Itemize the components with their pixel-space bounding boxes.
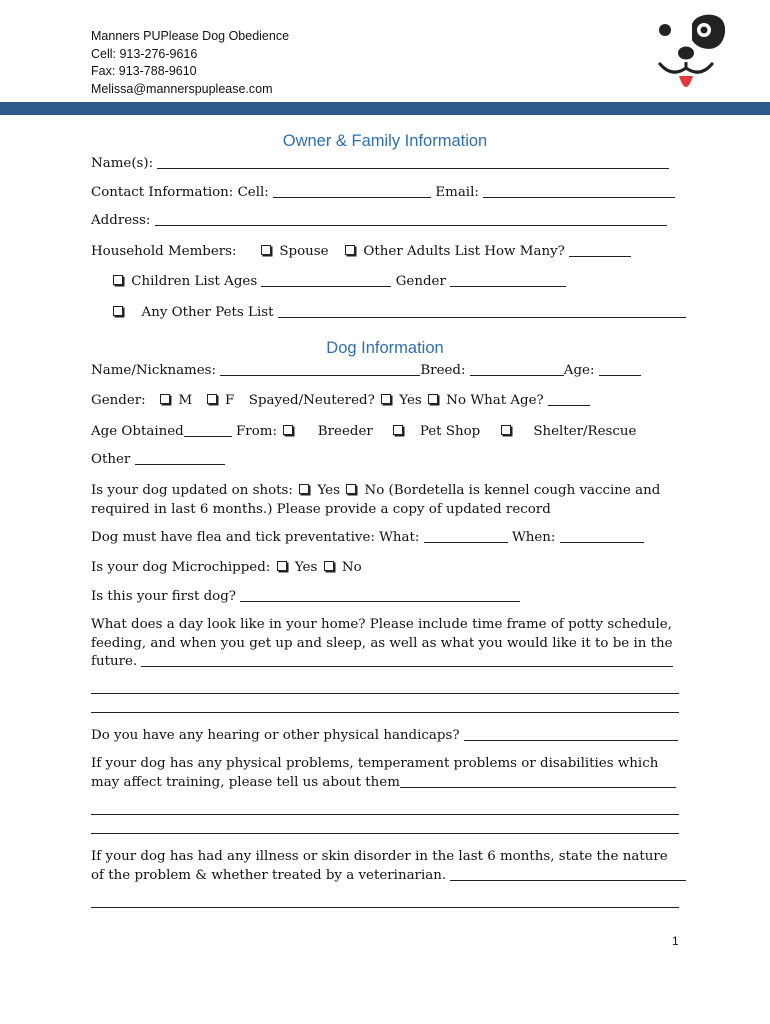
dog-name-row [91, 361, 641, 380]
illness-label: of the problem & whether treated by a veterinarian. [91, 868, 447, 883]
microchip-row [91, 558, 362, 577]
pet-shop-label: Pet Shop [419, 424, 481, 439]
problems-field-1[interactable] [400, 775, 676, 788]
shots-yes-label: Yes [317, 483, 340, 498]
address-label: Address: [91, 213, 151, 228]
other-adults-field[interactable] [569, 244, 631, 257]
shelter-label: Shelter/Rescue [533, 424, 637, 439]
flea-when-field[interactable] [560, 530, 644, 543]
other-adults-checkbox[interactable] [345, 245, 355, 255]
shots-yes-checkbox[interactable] [299, 484, 309, 494]
day-question-3 [91, 652, 673, 671]
problems-field-2[interactable] [91, 814, 679, 815]
contact-row [91, 183, 675, 202]
problems-question-2 [91, 773, 676, 792]
spayed-age-field[interactable] [548, 393, 590, 406]
spayed-no-checkbox[interactable] [428, 394, 438, 404]
children-checkbox[interactable] [113, 275, 123, 285]
female-label: F [224, 393, 235, 408]
contact-cell-label: Contact Information: Cell: [91, 185, 269, 200]
day-answer-field-3[interactable] [91, 712, 679, 713]
children-gender-field[interactable] [450, 274, 566, 287]
dog-face-logo-icon [652, 10, 732, 96]
business-name: Manners PUPlease Dog Obedience [91, 29, 290, 43]
address-field[interactable] [155, 213, 667, 226]
other-adults-label: Other Adults List How Many? [363, 244, 565, 259]
cell-number: Cell: 913-276-9616 [91, 46, 198, 61]
children-label: Children List Ages [131, 274, 258, 289]
future-label: future. [91, 654, 138, 669]
fax-number: Fax: 913-788-9610 [91, 64, 197, 78]
other-pets-checkbox[interactable] [113, 306, 123, 316]
spouse-checkbox[interactable] [261, 245, 271, 255]
illness-field-1[interactable] [450, 868, 686, 881]
names-field[interactable] [157, 156, 669, 169]
age-label: Age: [563, 363, 595, 378]
day-question-2: feeding, and when you get up and sleep, as well as what you would like it to be in the [91, 636, 673, 651]
microchip-yes-label: Yes [294, 560, 318, 575]
breeder-checkbox[interactable] [283, 425, 293, 435]
names-row [91, 154, 669, 173]
shots-no-checkbox[interactable] [346, 484, 356, 494]
names-label: Name(s): [91, 156, 154, 171]
hearing-row [91, 726, 678, 745]
shelter-checkbox[interactable] [501, 425, 511, 435]
microchip-yes-checkbox[interactable] [277, 561, 287, 571]
shots-row-1 [91, 481, 660, 500]
children-row [111, 272, 566, 291]
other-source-row [91, 450, 225, 469]
male-label: M [178, 393, 193, 408]
first-dog-row [91, 587, 520, 606]
age-field[interactable] [599, 363, 641, 376]
other-pets-label: Any Other Pets List [141, 305, 274, 320]
age-obtained-label: Age Obtained [91, 424, 184, 439]
breeder-label: Breeder [317, 424, 373, 439]
from-label: From: [236, 424, 277, 439]
breed-label: Breed: [420, 363, 466, 378]
dog-section-title: Dog Information [326, 339, 444, 357]
other-pets-field[interactable] [278, 305, 686, 318]
header-divider-bar [0, 102, 770, 115]
cell-field[interactable] [273, 185, 431, 198]
owner-section-title: Owner & Family Information [282, 132, 488, 150]
household-row [91, 242, 631, 261]
illness-question-2 [91, 866, 686, 885]
other-source-field[interactable] [135, 452, 225, 465]
spayed-yes-label: Yes [399, 393, 422, 408]
microchip-label: Is your dog Microchipped: [91, 560, 271, 575]
gender-row [91, 391, 590, 410]
microchip-no-label: No [341, 560, 362, 575]
hearing-label: Do you have any hearing or other physical handicaps? [91, 728, 460, 743]
day-question-1: What does a day look like in your home? Please include time frame of potty schedule, [91, 617, 672, 632]
day-answer-field-2[interactable] [91, 693, 679, 694]
other-pets-row [111, 303, 686, 322]
children-ages-field[interactable] [261, 274, 391, 287]
shots-no-label: No (Bordetella is kennel cough vaccine and [364, 483, 661, 498]
first-dog-field[interactable] [240, 589, 520, 602]
problems-field-3[interactable] [91, 833, 679, 834]
flea-what-field[interactable] [424, 530, 508, 543]
flea-label: Dog must have flea and tick preventative: What: [91, 530, 420, 545]
other-source-label: Other [91, 452, 131, 467]
problems-question-1: If your dog has any physical problems, temperament problems or disabilities which [91, 756, 659, 771]
spayed-yes-checkbox[interactable] [381, 394, 391, 404]
age-obtained-field[interactable] [184, 424, 232, 437]
day-answer-field-1[interactable] [141, 654, 673, 667]
email-address: Melissa@mannerspuplease.com [91, 81, 273, 96]
contact-block [91, 28, 289, 98]
email-label: Email: [435, 185, 479, 200]
illness-field-2[interactable] [91, 907, 679, 908]
spouse-label: Spouse [279, 244, 329, 259]
male-checkbox[interactable] [160, 394, 170, 404]
page-number: 1 [672, 934, 679, 948]
dog-gender-label: Gender: [91, 393, 146, 408]
illness-question-1: If your dog has had any illness or skin disorder in the last 6 months, state the nature [91, 849, 668, 864]
problems-label: may affect training, please tell us about them [91, 775, 400, 790]
no-what-age-label: No What Age? [446, 393, 544, 408]
breed-field[interactable] [470, 363, 564, 376]
shots-question: Is your dog updated on shots: [91, 483, 293, 498]
spayed-label: Spayed/Neutered? [248, 393, 375, 408]
first-dog-label: Is this your first dog? [91, 589, 236, 604]
shots-row-2: required in last 6 months.) Please provide a copy of updated record [91, 502, 551, 517]
dog-name-field[interactable] [220, 363, 420, 376]
children-gender-label: Gender [395, 274, 446, 289]
flea-when-label: When: [511, 530, 556, 545]
flea-row [91, 528, 644, 547]
email-field[interactable] [483, 185, 675, 198]
household-label: Household Members: [91, 244, 237, 259]
female-checkbox[interactable] [207, 394, 217, 404]
age-obtained-row [91, 422, 636, 441]
dog-name-label: Name/Nicknames: [91, 363, 217, 378]
pet-shop-checkbox[interactable] [393, 425, 403, 435]
microchip-no-checkbox[interactable] [324, 561, 334, 571]
hearing-field[interactable] [464, 728, 678, 741]
address-row [91, 211, 667, 230]
